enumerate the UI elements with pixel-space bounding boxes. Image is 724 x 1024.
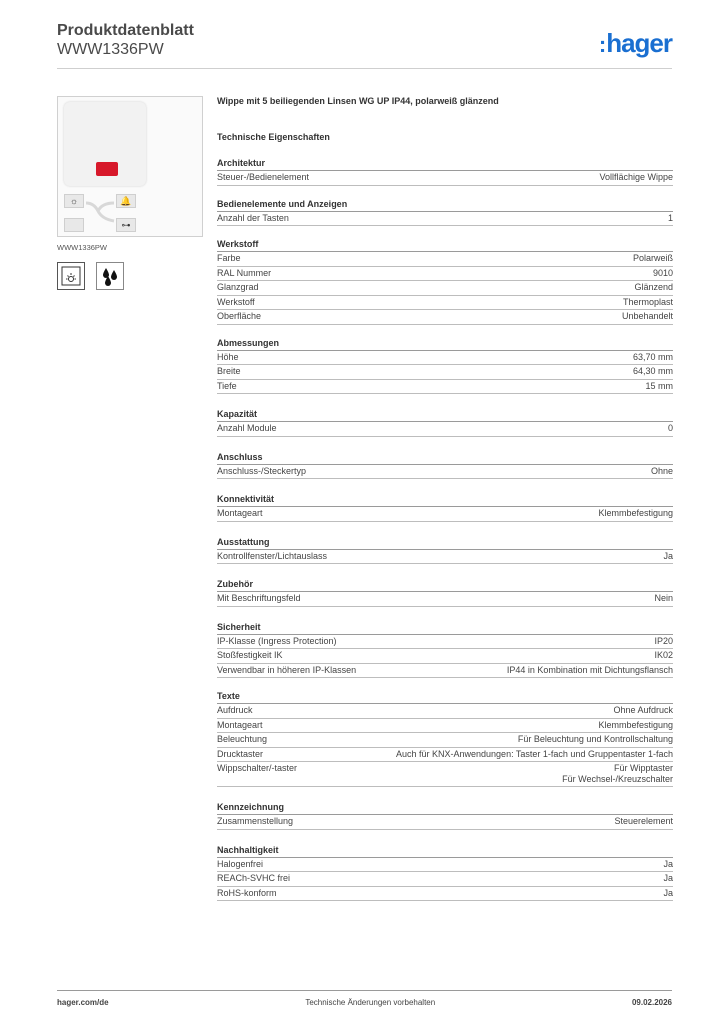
property-value: IP20: [654, 635, 673, 646]
property-label: IP-Klasse (Ingress Protection): [217, 635, 337, 646]
property-value: Für Beleuchtung und Kontrollschaltung: [517, 734, 673, 744]
property-row: [217, 267, 673, 282]
property-label: Höhe: [217, 351, 239, 362]
group-title: Werkstoff: [217, 239, 673, 252]
property-value: Steuerelement: [614, 816, 673, 826]
property-label: Werkstoff: [217, 296, 255, 307]
property-value-wrap: [623, 296, 673, 310]
property-value-wrap: [654, 635, 673, 649]
document-title: Produktdatenblatt: [57, 22, 194, 39]
property-label: Verwendbar in höheren IP-Klassen: [217, 664, 357, 675]
property-value: 9010: [652, 267, 673, 278]
property-row: [217, 858, 673, 873]
logo-text: hager: [606, 28, 672, 58]
property-label: Anzahl der Tasten: [217, 212, 289, 223]
logo-colon: :: [598, 32, 606, 57]
property-value-wrap: [633, 365, 673, 379]
lens-connector-icon: [84, 197, 118, 227]
property-value: 1: [667, 212, 673, 223]
property-label: Zusammenstellung: [217, 816, 294, 826]
group-title: Bedienelemente und Anzeigen: [217, 199, 673, 212]
property-value-wrap: [653, 267, 673, 281]
property-value: 64,30 mm: [632, 366, 673, 376]
property-value: Klemmbefestigung: [598, 719, 673, 730]
property-label: Montageart: [217, 508, 263, 518]
group-kennzeichnung: [217, 802, 673, 830]
property-row: [217, 507, 673, 522]
property-value-wrap: [633, 351, 673, 365]
property-row: [217, 380, 673, 395]
key-lens-icon: ⊶: [116, 218, 136, 232]
property-value-wrap: [614, 815, 673, 829]
rocker-switch-image: [64, 102, 146, 186]
property-label: Beleuchtung: [217, 734, 268, 744]
property-value-wrap: [562, 763, 673, 785]
group-zubehoer: [217, 579, 673, 607]
property-value: Glänzend: [634, 282, 673, 292]
property-value-wrap: [668, 422, 673, 436]
property-label: Glanzgrad: [217, 282, 259, 292]
property-value: Ja: [663, 858, 673, 869]
property-groups: [217, 158, 673, 901]
property-row: [217, 887, 673, 902]
property-row: [217, 296, 673, 311]
property-row: [217, 762, 673, 787]
water-drops-icon: [96, 262, 124, 290]
property-value: Unbehandelt: [621, 311, 673, 321]
property-label: Anzahl Module: [217, 423, 277, 433]
property-row: [217, 351, 673, 366]
property-label: Mit Beschriftungsfeld: [217, 593, 301, 603]
property-value-wrap: [663, 887, 673, 901]
property-row: [217, 422, 673, 437]
bell-lens-icon: 🔔: [116, 194, 136, 208]
property-value-wrap: [599, 171, 673, 185]
group-abmessungen: [217, 338, 673, 395]
property-value-wrap: [622, 310, 673, 324]
property-row: [217, 664, 673, 679]
property-row: [217, 748, 673, 763]
group-title: Nachhaltigkeit: [217, 845, 673, 858]
property-value: Thermoplast: [622, 296, 673, 307]
group-kapazitaet: [217, 409, 673, 437]
property-value-wrap: [598, 507, 673, 521]
property-row: [217, 212, 673, 227]
property-label: Montageart: [217, 719, 263, 730]
group-title: Kennzeichnung: [217, 802, 673, 815]
property-value-wrap: [651, 465, 673, 479]
group-title: Abmessungen: [217, 338, 673, 351]
property-value: IP44 in Kombination mit Dichtungsflansch: [506, 664, 673, 675]
product-image: [57, 96, 203, 237]
property-label: Oberfläche: [217, 311, 262, 321]
property-value: Nein: [654, 593, 673, 603]
property-row: [217, 815, 673, 830]
property-value: Für Wipptaster: [613, 763, 673, 773]
property-label: Wippschalter/-taster: [217, 763, 298, 773]
group-sicherheit: [217, 622, 673, 679]
group-title: Ausstattung: [217, 537, 673, 550]
property-value: Polarweiß: [632, 253, 673, 263]
property-value-secondary: Für Wechsel-/Kreuzschalter: [562, 774, 673, 784]
property-label: Steuer-/Bedienelement: [217, 172, 310, 182]
group-anschluss: [217, 452, 673, 480]
hager-logo: [599, 28, 672, 59]
property-value-wrap: [663, 858, 673, 872]
footer-note: Technische Änderungen vorbehalten: [305, 998, 436, 1007]
group-title: Kapazität: [217, 409, 673, 422]
image-caption: WWW1336PW: [57, 243, 108, 252]
group-title: Architektur: [217, 158, 673, 171]
property-value: 63,70 mm: [632, 351, 673, 362]
group-texte: [217, 691, 673, 787]
group-nachhaltigkeit: [217, 845, 673, 902]
property-value: Vollflächige Wippe: [599, 172, 673, 182]
property-value-wrap: [654, 649, 673, 663]
property-value-wrap: [633, 252, 673, 266]
property-label: Anschluss-/Steckertyp: [217, 465, 307, 476]
property-row: [217, 872, 673, 887]
footer-url[interactable]: hager.com/de: [57, 998, 109, 1007]
property-value-wrap: [634, 281, 673, 295]
property-row: [217, 733, 673, 748]
group-bedienelemente: [217, 199, 673, 227]
indoor-light-icon: [57, 262, 85, 290]
product-description: Wippe mit 5 beiliegenden Linsen WG UP IP44, polarweiß glänzend: [217, 96, 499, 106]
document-header: [57, 22, 194, 60]
property-label: Farbe: [217, 253, 241, 263]
section-heading: Technische Eigenschaften: [217, 132, 330, 142]
property-row: [217, 171, 673, 186]
property-label: Kontrollfenster/Lichtauslass: [217, 550, 328, 561]
property-value-wrap: [663, 550, 673, 564]
group-title: Texte: [217, 691, 673, 704]
property-value: 15 mm: [645, 380, 673, 391]
property-value: Ohne: [650, 465, 673, 476]
sun-lens-icon: ☼: [64, 194, 84, 208]
property-value-wrap: [654, 592, 673, 606]
footer-date: 09.02.2026: [631, 998, 672, 1007]
property-label: RAL Nummer: [217, 267, 272, 278]
property-value-wrap: [396, 748, 673, 762]
property-row: [217, 310, 673, 325]
property-value-wrap: [668, 212, 673, 226]
property-value-wrap: [645, 380, 673, 394]
group-konnektivitaet: [217, 494, 673, 522]
footer-divider: [57, 990, 672, 991]
property-row: [217, 465, 673, 480]
property-value-wrap: [507, 664, 673, 678]
group-ausstattung: [217, 537, 673, 565]
property-value: Ja: [663, 887, 673, 898]
property-label: Tiefe: [217, 380, 237, 391]
property-value-wrap: [613, 704, 673, 718]
property-label: Stoßfestigkeit IK: [217, 650, 283, 660]
property-row: [217, 719, 673, 734]
property-value: Ja: [663, 550, 673, 561]
property-value: Klemmbefestigung: [598, 508, 673, 518]
property-label: Halogenfrei: [217, 858, 264, 869]
blank-lens-icon: [64, 218, 84, 232]
group-title: Anschluss: [217, 452, 673, 465]
group-title: Zubehör: [217, 579, 673, 592]
property-label: Drucktaster: [217, 748, 264, 759]
property-row: [217, 252, 673, 267]
property-value: Ja: [663, 873, 673, 883]
property-row: [217, 649, 673, 664]
property-row: [217, 635, 673, 650]
property-value: 0: [667, 423, 673, 433]
property-row: [217, 281, 673, 296]
property-row: [217, 550, 673, 565]
group-werkstoff: [217, 239, 673, 325]
footer: [57, 998, 672, 1007]
property-value-wrap: [598, 719, 673, 733]
property-row: [217, 592, 673, 607]
property-value: IK02: [654, 650, 673, 660]
product-code: WWW1336PW: [57, 41, 164, 58]
product-data-column: [217, 96, 673, 901]
red-lens: [96, 162, 118, 176]
property-value-wrap: [663, 872, 673, 886]
header-divider: [57, 68, 672, 69]
property-label: RoHS-konform: [217, 887, 277, 898]
group-title: Sicherheit: [217, 622, 673, 635]
group-title: Konnektivität: [217, 494, 673, 507]
property-value: Auch für KNX-Anwendungen: Taster 1-fach und Gruppentaster 1-fach: [396, 748, 673, 759]
property-row: [217, 704, 673, 719]
property-label: Aufdruck: [217, 705, 253, 715]
group-architektur: [217, 158, 673, 186]
property-row: [217, 365, 673, 380]
property-value: Ohne Aufdruck: [613, 705, 673, 715]
property-label: REACh-SVHC frei: [217, 873, 291, 883]
property-label: Breite: [217, 366, 241, 376]
property-value-wrap: [518, 733, 673, 747]
